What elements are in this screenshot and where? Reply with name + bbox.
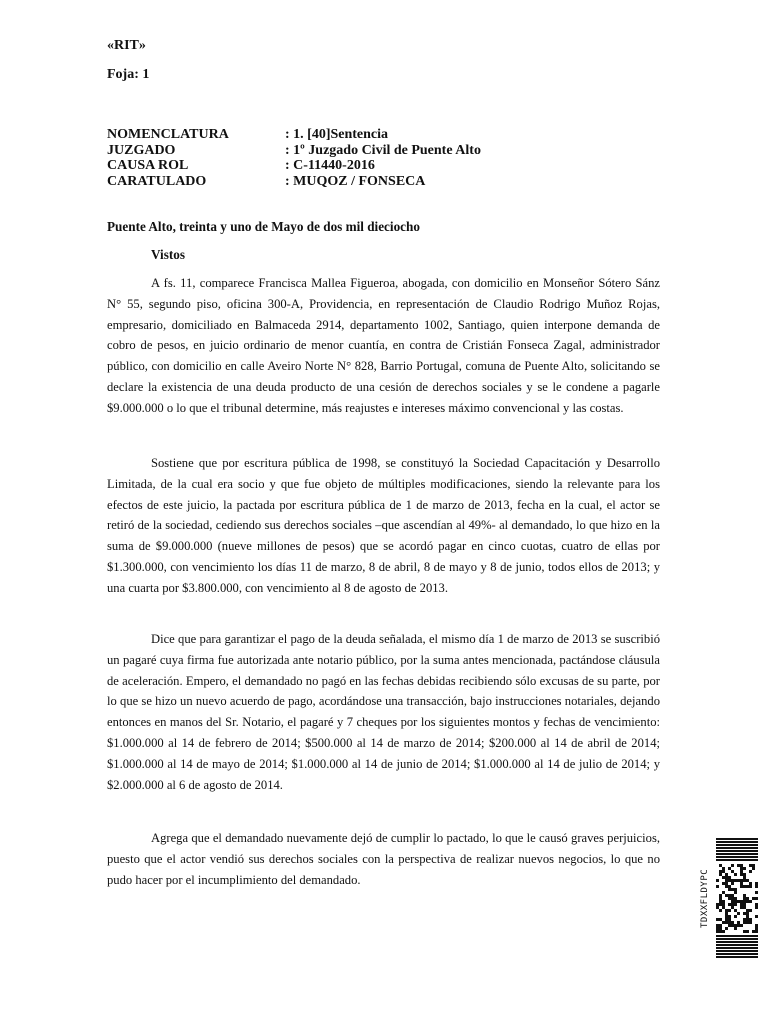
barcode-cell [722, 870, 725, 873]
barcode-cell [755, 897, 758, 900]
barcode-cell [719, 930, 722, 933]
barcode-cell [731, 900, 734, 903]
barcode-cell [722, 882, 725, 885]
barcode-cell [752, 867, 755, 870]
barcode-cell [740, 906, 743, 909]
barcode-cell [728, 879, 731, 882]
barcode-bar [716, 856, 758, 858]
barcode-cell [716, 879, 719, 882]
barcode-cell [719, 927, 722, 930]
barcode-cell [725, 915, 728, 918]
barcode-cell [746, 879, 749, 882]
barcode-cell [716, 930, 719, 933]
barcode-cell [740, 900, 743, 903]
barcode-cell [737, 864, 740, 867]
barcode-cell [755, 903, 758, 906]
barcode-bar [716, 853, 758, 855]
meta-row-caratulado [107, 174, 481, 190]
barcode-cell [725, 873, 728, 876]
barcode-cell [740, 903, 743, 906]
barcode-cell [734, 888, 737, 891]
barcode-cell [728, 915, 731, 918]
barcode-cell [731, 906, 734, 909]
barcode-cell [734, 897, 737, 900]
barcode-cell [749, 918, 752, 921]
place-date-line: Puente Alto, treinta y uno de Mayo de dos mil dieciocho [107, 219, 420, 234]
barcode-cell [722, 891, 725, 894]
barcode-cell [731, 864, 734, 867]
barcode-cell [749, 909, 752, 912]
barcode-cell [728, 894, 731, 897]
barcode-cell [719, 903, 722, 906]
barcode-cell [722, 906, 725, 909]
barcode-bar [716, 850, 758, 852]
barcode-cell [716, 918, 719, 921]
barcode-cell [737, 912, 740, 915]
barcode-bar [716, 944, 758, 946]
barcode-cell [746, 915, 749, 918]
barcode-cell [716, 903, 719, 906]
rit-field: «RIT» [107, 38, 146, 53]
barcode-code-text: TDXXFLDYPC [700, 868, 710, 929]
meta-row-juzgado [107, 143, 481, 159]
barcode-bar [716, 841, 758, 843]
barcode-cell [746, 912, 749, 915]
barcode-cell [746, 897, 749, 900]
barcode-cell [734, 900, 737, 903]
meta-label: CAUSA ROL [107, 158, 189, 173]
barcode-cell [725, 879, 728, 882]
barcode-cell [743, 885, 746, 888]
barcode-cell [731, 870, 734, 873]
barcode-cell [737, 921, 740, 924]
barcode-cell [740, 870, 743, 873]
barcode-bar [716, 844, 758, 846]
barcode-cell [743, 879, 746, 882]
meta-value: : 1. [40]Sentencia [285, 127, 389, 142]
barcode-cell [755, 930, 758, 933]
barcode-cell [728, 909, 731, 912]
meta-label: JUZGADO [107, 142, 176, 158]
barcode-cell [719, 870, 722, 873]
barcode-cell [722, 903, 725, 906]
barcode-cell [749, 900, 752, 903]
barcode-bar [716, 938, 758, 940]
barcode-bar [716, 953, 758, 955]
barcode-cell [719, 873, 722, 876]
barcode-cell [722, 921, 725, 924]
barcode-cell [725, 882, 728, 885]
barcode-cell [728, 903, 731, 906]
case-metadata [107, 127, 481, 189]
barcode-cell [734, 891, 737, 894]
barcode-cell [755, 882, 758, 885]
barcode-cell [728, 924, 731, 927]
barcode-cell [746, 921, 749, 924]
barcode-cell [740, 867, 743, 870]
barcode-cell [722, 930, 725, 933]
barcode-cell [719, 864, 722, 867]
meta-row-nomenclatura [107, 127, 481, 143]
barcode-cell [746, 900, 749, 903]
meta-row-causa-rol [107, 158, 481, 174]
barcode-cell [725, 912, 728, 915]
barcode-cell [749, 921, 752, 924]
barcode-cell [725, 909, 728, 912]
barcode-bar [716, 838, 758, 840]
barcode-bar [716, 941, 758, 943]
barcode-cell [719, 897, 722, 900]
foja-field: Foja: 1 [107, 67, 150, 82]
barcode-cell [743, 912, 746, 915]
barcode-cell [731, 924, 734, 927]
barcode-cell [728, 867, 731, 870]
barcode-cell [749, 870, 752, 873]
barcode-cell [734, 909, 737, 912]
paragraph-1: A fs. 11, comparece Francisca Mallea Figueroa, abogada, con domicilio en Monseñor Sótero Sánz N° 55, segundo piso, oficina 300-A, Providencia, en representación de Claudio Rodrigo Muñoz Rojas, empresario, domiciliado en Balmaceda 2914, departamento 1002, Santiago, quien interpone demanda de cobro de pesos, en juicio ordinario de menor cuantía, en contra de Cristián Fonseca Zagal, administrador público, con domicilio en calle Aveiro Norte N° 828, Barrio Portugal, comuna de Puente Alto, solicitando se declare la existencia de una deuda producto de una cesión de derechos sociales y se le condene a pagarle $9.000.000 o lo que el tribunal determine, más reajustes e intereses máximo convencional y las costas. [107, 276, 660, 415]
barcode-cell [731, 894, 734, 897]
barcode-cell [719, 894, 722, 897]
barcode-cell [743, 906, 746, 909]
barcode-cell [716, 927, 719, 930]
meta-value: : C-11440-2016 [285, 158, 375, 173]
barcode-bar [716, 947, 758, 949]
barcode-cell [743, 903, 746, 906]
barcode-cell [743, 897, 746, 900]
barcode-bar [716, 956, 758, 958]
barcode-cell [716, 885, 719, 888]
barcode-cell [743, 930, 746, 933]
barcode-cell [719, 924, 722, 927]
barcode-cell [722, 876, 725, 879]
barcode-cell [722, 867, 725, 870]
barcode-pattern-icon [716, 838, 758, 959]
barcode-cell [740, 873, 743, 876]
barcode-cell [746, 930, 749, 933]
barcode-cell [734, 879, 737, 882]
barcode-cell [755, 885, 758, 888]
barcode-cell [731, 879, 734, 882]
barcode-cell [734, 873, 737, 876]
barcode-cell [755, 927, 758, 930]
barcode-cell [755, 906, 758, 909]
meta-value: : 1º Juzgado Civil de Puente Alto [285, 142, 481, 158]
barcode-cell [728, 921, 731, 924]
barcode-cell [743, 900, 746, 903]
barcode-cell [740, 924, 743, 927]
barcode-cell [755, 891, 758, 894]
barcode-cell [728, 897, 731, 900]
barcode-cell [752, 864, 755, 867]
barcode-cell [725, 876, 728, 879]
barcode-cell [719, 900, 722, 903]
barcode-cell [728, 888, 731, 891]
barcode-cell [746, 918, 749, 921]
barcode-cell [743, 873, 746, 876]
barcode-cell [746, 909, 749, 912]
barcode-cell [725, 918, 728, 921]
barcode-cell [752, 930, 755, 933]
barcode-cell [749, 864, 752, 867]
barcode-cell [746, 885, 749, 888]
meta-label: NOMENCLATURA [107, 127, 229, 142]
barcode-cell [740, 879, 743, 882]
barcode-cell [737, 924, 740, 927]
barcode-cell [725, 885, 728, 888]
barcode-cell [749, 882, 752, 885]
barcode-cell [728, 918, 731, 921]
barcode-cell [734, 915, 737, 918]
barcode-cell [755, 924, 758, 927]
barcode-bar [716, 859, 758, 861]
barcode-bar [716, 935, 758, 937]
barcode-cell [734, 927, 737, 930]
barcode-cell [725, 921, 728, 924]
barcode-cell [743, 894, 746, 897]
barcode-cell [755, 915, 758, 918]
barcode-cell [740, 885, 743, 888]
vistos-heading: Vistos [151, 247, 185, 262]
verification-barcode [700, 838, 758, 959]
barcode-cell [734, 924, 737, 927]
barcode-cell [731, 897, 734, 900]
barcode-cell [752, 897, 755, 900]
barcode-cell [743, 921, 746, 924]
meta-label: CARATULADO [107, 173, 207, 189]
barcode-cell [728, 876, 731, 879]
barcode-cell [731, 888, 734, 891]
barcode-cell [719, 918, 722, 921]
paragraph-3: Dice que para garantizar el pago de la deuda señalada, el mismo día 1 de marzo de 2013 se suscribió un pagaré cuya firma fue autorizada ante notario público, por la suma antes mencionada, pactándose cláusula de aceleración. Empero, el demandado no pagó en las fechas debidas recibiendo sólo excusas de su parte, por lo que se hizo un nuevo acuerdo de pago, acordándose una transacción, bajo instrucciones notariales, dejando entonces en manos del Sr. Notario, el pagaré y 7 cheques por los siguientes montos y fechas de vencimiento: $1.000.000 al 14 de febrero de 2014; $500.000 al 14 de marzo de 2014; $200.000 al 14 de abril de 2014; $1.000.000 al 14 de mayo de 2014; $1.000.000 al 14 de junio de 2014; $1.000.000 al 14 de julio de 2014; y $2.000.000 al 6 de agosto de 2014. [107, 632, 660, 792]
barcode-cell [737, 879, 740, 882]
barcode-bar [716, 847, 758, 849]
barcode-cell [728, 885, 731, 888]
barcode-cell [731, 921, 734, 924]
barcode-cell [737, 900, 740, 903]
barcode-cell [749, 885, 752, 888]
meta-value: : MUQOZ / FONSECA [285, 173, 426, 189]
paragraph-2: Sostiene que por escritura pública de 1998, se constituyó la Sociedad Capacitación y Desarrollo Limitada, de la cual era socio y que fue objeto de múltiples modificaciones, siendo la relevante para los efectos de este juicio, la pactada por escritura pública de 1 de marzo de 2013, fecha en la cual, el actor se retiró de la sociedad, cediendo sus derechos sociales –que ascendían al 49%- al demandado, lo que hizo en la suma de $9.000.000 (nueve millones de pesos) que se acordó pagar en cinco cuotas, cuatro de ellas por $1.300.000, con vencimiento los días 11 de marzo, 8 de abril, 8 de mayo y 8 de junio, todos ellos de 2013; y una cuarta por $3.800.000, con vencimiento al 8 de agosto de 2013. [107, 456, 660, 595]
barcode-cell [731, 903, 734, 906]
barcode-cell [740, 864, 743, 867]
barcode-cell [725, 927, 728, 930]
barcode-cell [743, 867, 746, 870]
barcode-cell [716, 906, 719, 909]
barcode-cell [719, 909, 722, 912]
barcode-bar [716, 950, 758, 952]
barcode-cell [740, 882, 743, 885]
barcode-cell [731, 882, 734, 885]
barcode-cell [722, 900, 725, 903]
barcode-cell [716, 924, 719, 927]
barcode-cell [743, 876, 746, 879]
paragraph-4: Agrega que el demandado nuevamente dejó de cumplir lo pactado, lo que le causó graves perjuicios, puesto que el actor vendió sus derechos sociales con la perspectiva de realizar nuevos negocios, lo que no pudo hacer por el incumplimiento del demandado. [107, 831, 660, 887]
barcode-cell [743, 918, 746, 921]
barcode-cell [725, 894, 728, 897]
barcode-cell [734, 903, 737, 906]
